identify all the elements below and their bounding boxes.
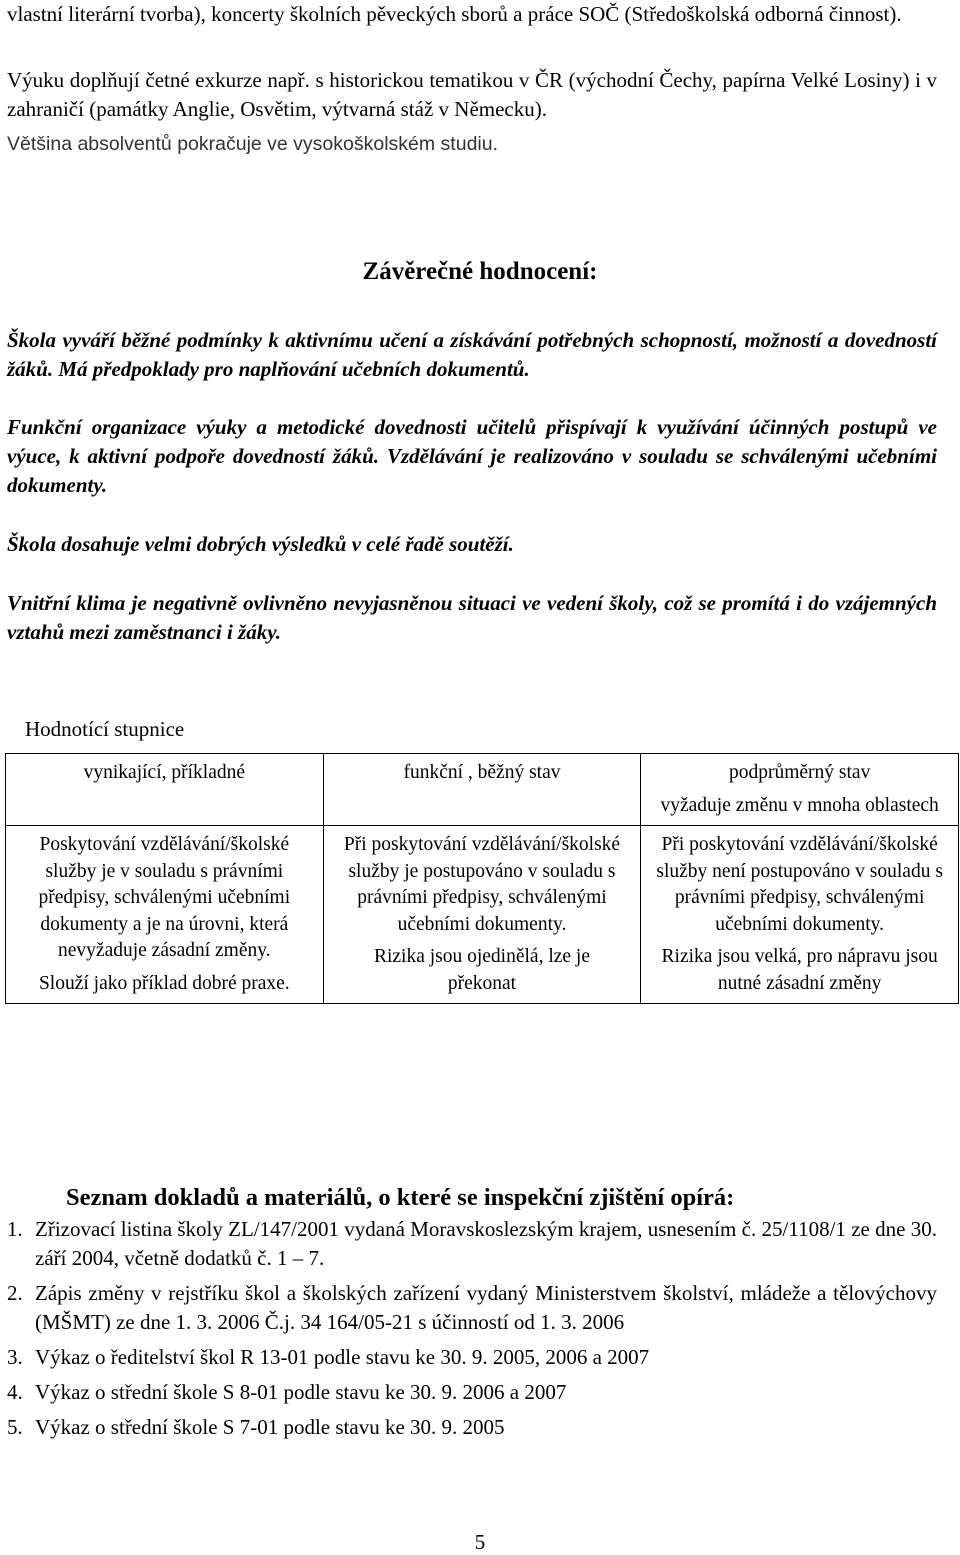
list-item-number: 4.	[7, 1380, 23, 1404]
list-item	[7, 1215, 937, 1273]
list-item-text: Výkaz o střední škole S 8-01 podle stavu ke 30. 9. 2006 a 2007	[35, 1380, 567, 1404]
final-paragraph-1: Škola vyváří běžné podmínky k aktivnímu učení a získávání potřebných schopností, možností a dovedností žáků. Má předpoklady pro naplňování učebních dokumentů.	[7, 328, 937, 381]
scale-cell-note: Slouží jako příklad dobré praxe.	[38, 972, 290, 994]
list-item	[7, 1279, 937, 1337]
scale-header-below-average	[641, 754, 959, 826]
scale-cell-text: Při poskytování vzdělávání/školské služby není postupováno v souladu s právními předpisy, schválenými učebními dokumenty.	[656, 834, 943, 935]
scale-subheader-text: vyžaduje změnu v mnoha oblastech	[660, 794, 939, 816]
scale-header-excellent	[6, 754, 324, 826]
scale-cell-below-average	[641, 826, 959, 1004]
list-item-number: 1.	[7, 1217, 23, 1241]
final-evaluation-heading: Závěrečné hodnocení:	[362, 258, 598, 285]
documents-list-title: Seznam dokladů a materiálů, o které se inspekční zjištění opírá:	[66, 1184, 735, 1211]
list-item-text: Výkaz o střední škole S 7-01 podle stavu ke 30. 9. 2005	[35, 1415, 505, 1439]
scale-cell-excellent	[6, 826, 324, 1004]
list-item-text: Výkaz o ředitelství škol R 13-01 podle stavu ke 30. 9. 2005, 2006 a 2007	[35, 1345, 650, 1369]
list-item-text: Zřizovací listina školy ZL/147/2001 vydaná Moravskoslezským krajem, usnesením č. 25/1108/1 ze dne 30. září 2004, včetně dodatků č. 1 – 7.	[35, 1217, 937, 1270]
scale-header-text: funkční , běžný stav	[403, 762, 561, 783]
scale-cell-note: Rizika jsou ojedinělá, lze je překonat	[373, 946, 591, 994]
final-paragraph-3: Škola dosahuje velmi dobrých výsledků v celé řadě soutěží.	[7, 532, 514, 556]
intro-paragraph-3: Většina absolventů pokračuje ve vysokoškolském studiu.	[7, 133, 499, 155]
final-paragraph-4: Vnitřní klima je negativně ovlivněno nevyjasněnou situaci ve vedení školy, což se promítá i do vzájemných vztahů mezi zaměstnanci i žáky.	[7, 591, 937, 644]
list-item	[7, 1378, 937, 1407]
intro-paragraph-1: vlastní literární tvorba), koncerty školních pěveckých sborů a práce SOČ (Středoškolská odborná činnost).	[7, 2, 902, 26]
list-item-text: Zápis změny v rejstříku škol a školských zařízení vydaný Ministerstvem školství, mládeže a tělovýchovy (MŠMT) ze dne 1. 3. 2006 Č.j. 34 164/05-21 s účinností od 1. 3. 2006	[35, 1281, 937, 1334]
scale-cell-note: Rizika jsou velká, pro nápravu jsou nutné zásadní změny	[661, 946, 938, 994]
intro-paragraph-2: Výuku doplňují četné exkurze např. s historickou tematikou v ČR (východní Čechy, papírna Velké Losiny) i v zahraničí (památky Anglie, Osvětim, výtvarná stáž v Německu).	[7, 68, 937, 121]
scale-header-text: vynikající, příkladné	[83, 762, 246, 783]
final-paragraph-2: Funkční organizace výuky a metodické dovednosti učitelů přispívají k využívání účinných postupů ve výuce, k aktivní podpoře dovedností žáků. Vzdělávání je realizováno v souladu se schválenými učebními dokumenty.	[7, 415, 937, 497]
scale-cell-text: Poskytování vzdělávání/školské služby je v souladu s právními předpisy, schválenými učebními dokumenty a je na úrovni, která nevyžaduje zásadní změny.	[38, 834, 291, 961]
page-number: 5	[474, 1530, 486, 1554]
list-item	[7, 1343, 937, 1372]
list-item	[7, 1413, 937, 1442]
list-item-number: 2.	[7, 1281, 23, 1305]
scale-cell-text: Při poskytování vzdělávání/školské služby je postupováno v souladu s právními předpisy, schválenými učebními dokumenty.	[343, 834, 621, 935]
table-row	[6, 826, 959, 1004]
rating-scale-table	[5, 753, 959, 1004]
scale-header-functional	[323, 754, 641, 826]
list-item-number: 3.	[7, 1345, 23, 1369]
documents-list	[7, 1215, 937, 1448]
table-row	[6, 754, 959, 826]
scale-label: Hodnotící stupnice	[25, 717, 185, 741]
list-item-number: 5.	[7, 1415, 23, 1439]
scale-header-text: podprůměrný stav	[728, 762, 871, 783]
scale-cell-functional	[323, 826, 641, 1004]
